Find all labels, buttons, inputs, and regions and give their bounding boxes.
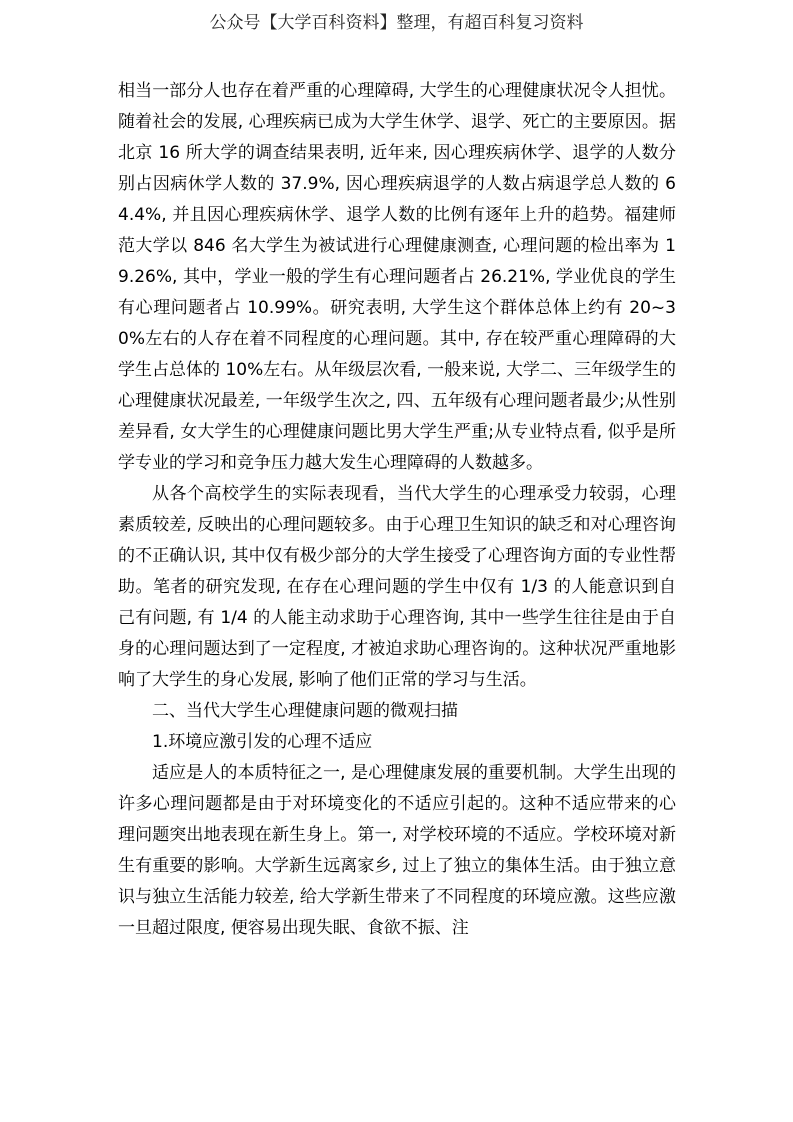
- paragraph-continuation: 相当一部分人也存在着严重的心理障碍, 大学生的心理健康状况令人担忧。随着社会的发展, 心理疾病已成为大学生休学、退学、死亡的主要原因。据北京 16 所大学的调查结果表明, 近年来, 因心理疾病休学、退学的人数分别占因病休学人数的 37.9%, 因心理疾病退学的人数占病退学总人数的 64.4%, 并且因心理疾病休学、退学人数的比例有逐年上升的趋势。福建师范大学以 846 名大学生为被试进行心理健康测查, 心理问题的检出率为 19.26%, 其中，学业一般的学生有心理问题者占 26.21%, 学业优良的学生有心理问题者占 10.99%。研究表明, 大学生这个群体总体上约有 20~30%左右的人存在着不同程度的心理问题。其中, 存在较严重心理障碍的大学生占总体的 10%左右。从年级层次看, 一般来说, 大学二、三年级学生的心理健康状况最差, 一年级学生次之, 四、五年级有心理问题者最少;从性别差异看, 女大学生的心理健康问题比男大学生严重;从专业特点看, 似乎是所学专业的学习和竞争压力越大发生心理障碍的人数越多。: [118, 81, 676, 473]
- subsection-heading: 1.环境应激引发的心理不适应: [152, 732, 373, 752]
- paragraph-adaptation: 适应是人的本质特征之一, 是心理健康发展的重要机制。大学生出现的许多心理问题都是由于对环境变化的不适应引起的。这种不适应带来的心理问题突出地表现在新生身上。第一, 对学校环境的不适应。学校环境对新生有重要的影响。大学新生远离家乡, 过上了独立的集体生活。由于独立意识与独立生活能力较差, 给大学新生带来了不同程度的环境应激。这些应激一旦超过限度, 便容易出现失眠、食欲不振、注: [118, 763, 676, 938]
- page-header: 公众号【大学百科资料】整理，有超百科复习资料: [209, 13, 584, 33]
- section-heading: 二、当代大学生心理健康问题的微观扫描: [152, 701, 458, 721]
- paragraph-counseling: 从各个高校学生的实际表现看，当代大学生的心理承受力较弱，心理素质较差, 反映出的心理问题较多。由于心理卫生知识的缺乏和对心理咨询的不正确认识, 其中仅有极少部分的大学生接受了心理咨询方面的专业性帮助。笔者的研究发现, 在存在心理问题的学生中仅有 1/3 的人能意识到自己有问题, 有 1/4 的人能主动求助于心理咨询, 其中一些学生往往是由于自身的心理问题达到了一定程度, 才被迫求助心理咨询的。这种状况严重地影响了大学生的身心发展, 影响了他们正常的学习与生活。: [118, 484, 676, 690]
- body-text: [118, 76, 676, 944]
